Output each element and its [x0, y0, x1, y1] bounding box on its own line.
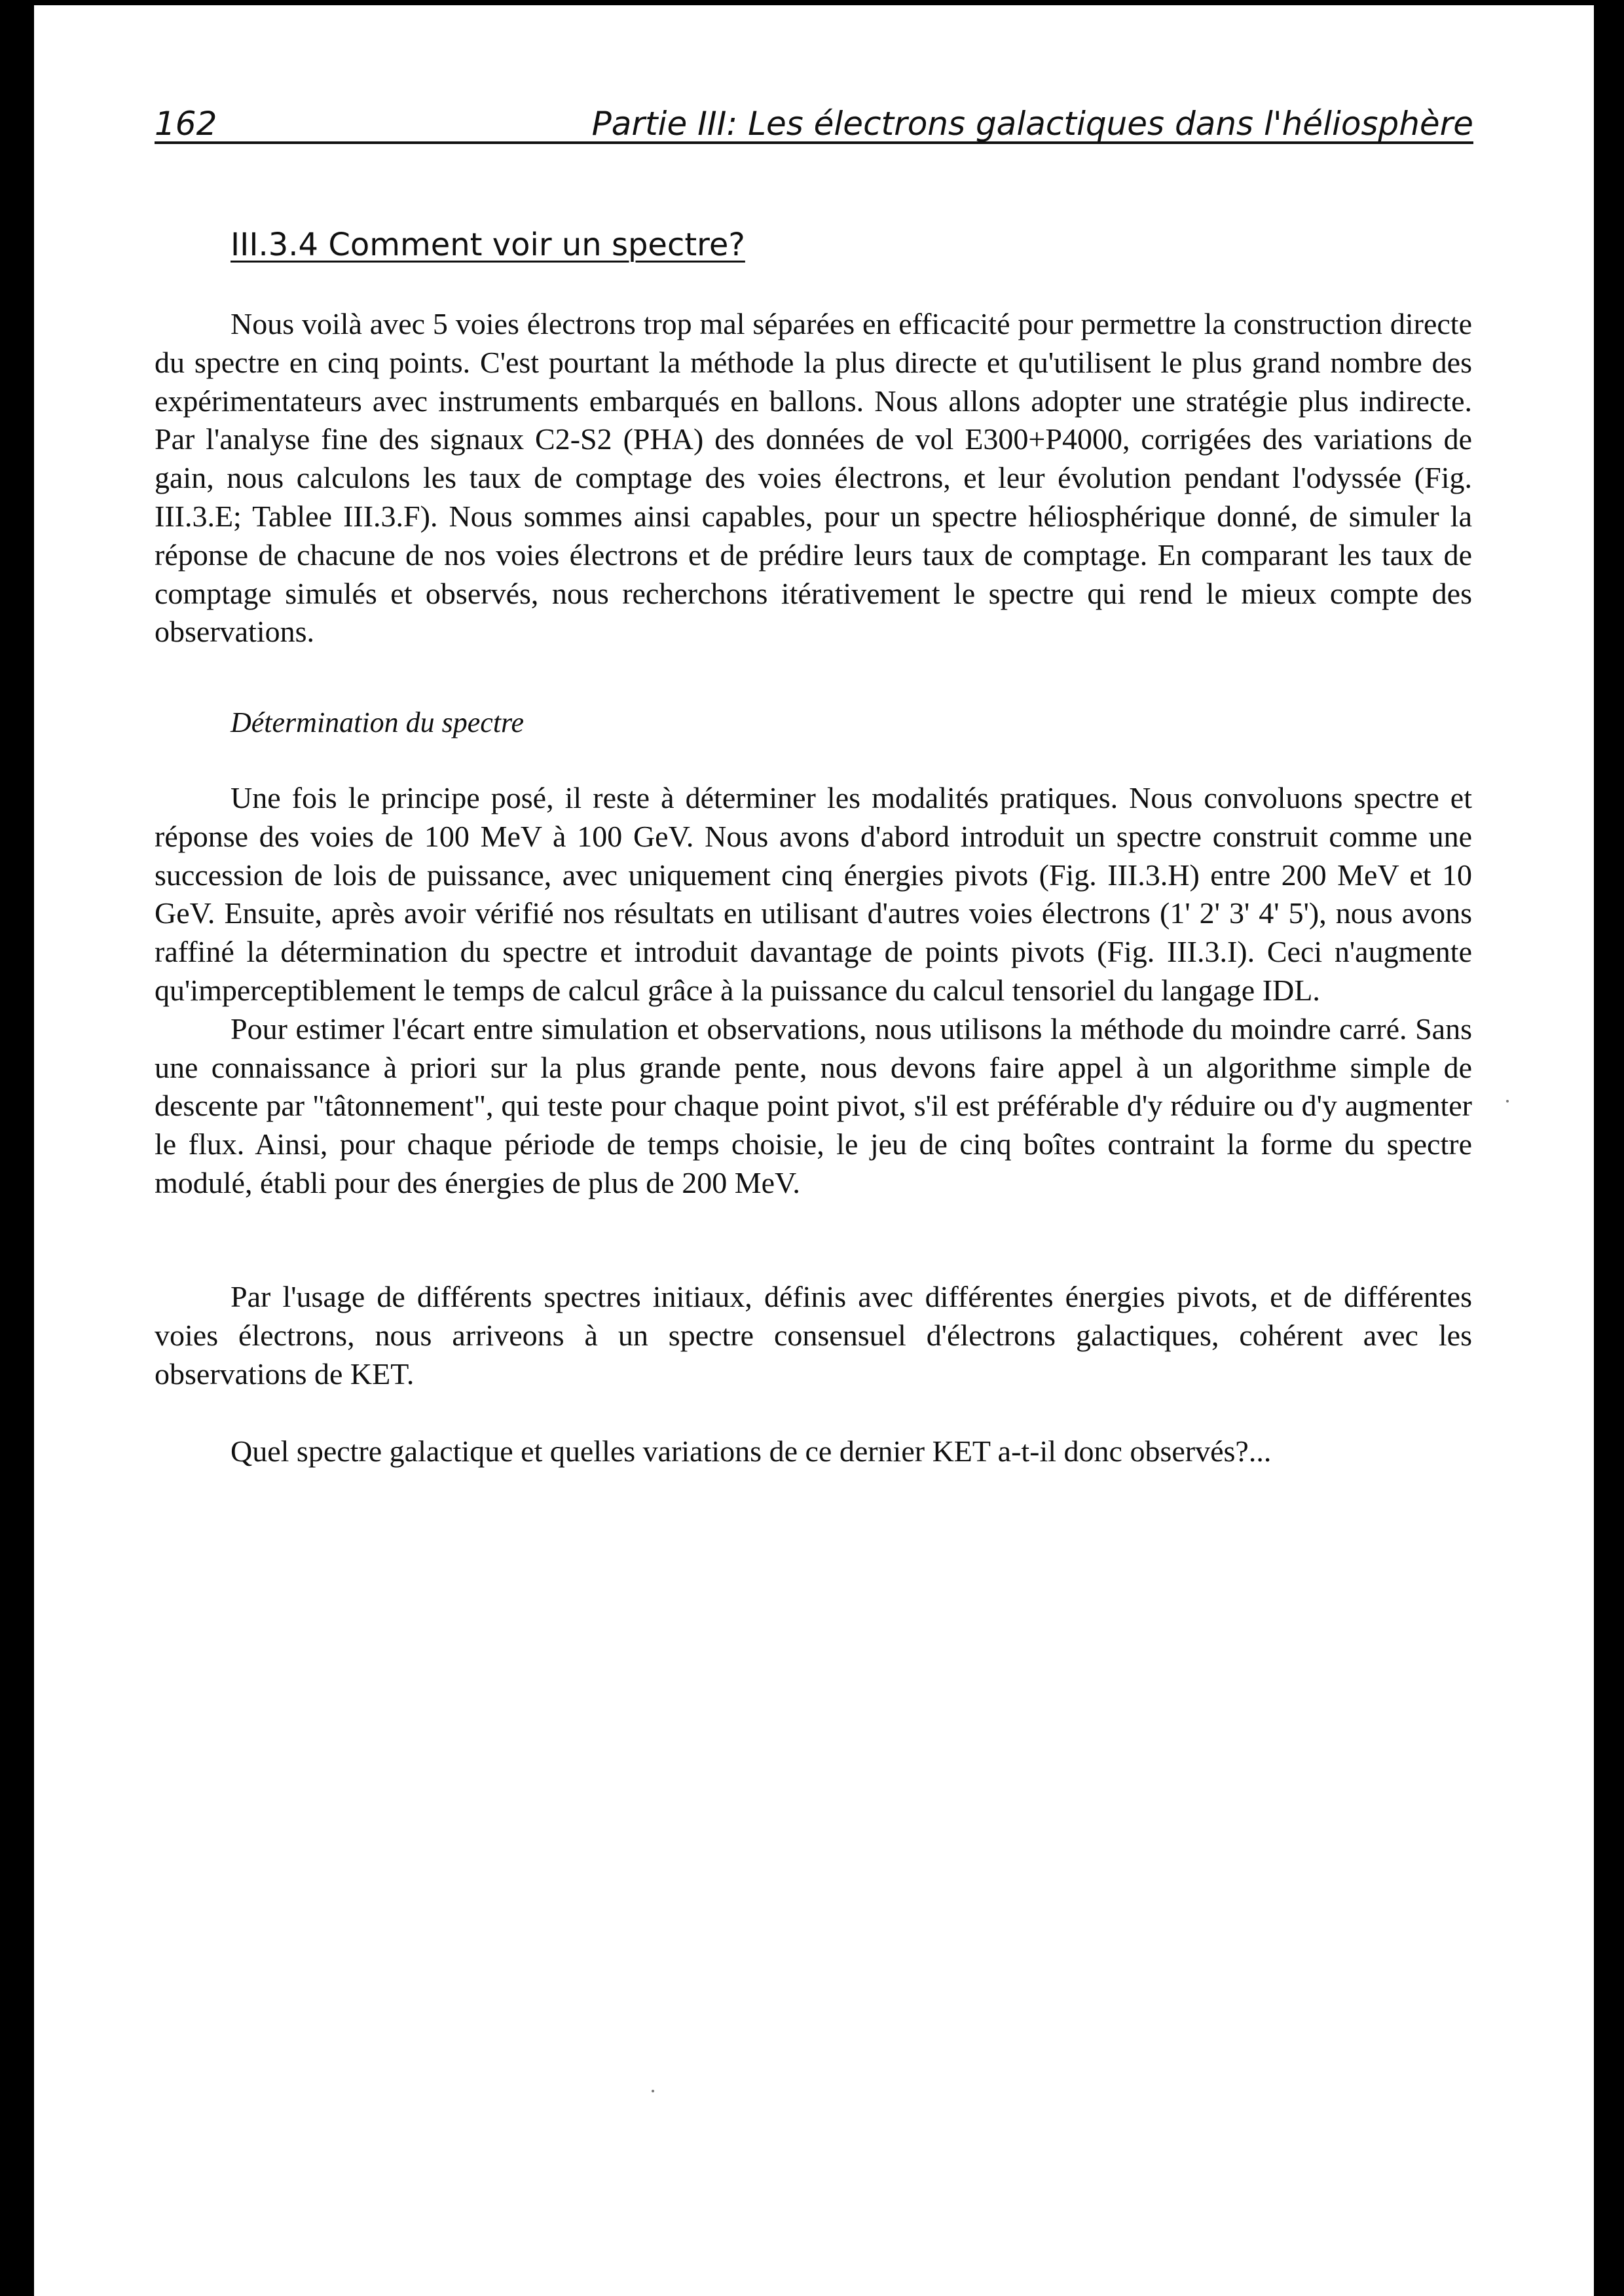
- body-paragraph-block: [155, 1432, 1472, 1471]
- paragraph-closing-question: Quel spectre galactique et quelles variations de ce dernier KET a-t-il donc observés?...: [231, 1434, 1272, 1468]
- page-number: 162: [155, 105, 217, 143]
- running-title: Partie III: Les électrons galactiques dans l'héliosphère: [591, 105, 1473, 143]
- paragraph-least-squares: Pour estimer l'écart entre simulation et observations, nous utilisons la méthode du moindre carré. Sans une connaissance à priori sur la plus grande pente, nous devons faire appel à un algorithme simple de descente par "tâtonnement", qui teste pour chaque point pivot, s'il est préférable d'y réduire ou d'y augmenter le flux. Ainsi, pour chaque période de temps choisie, le jeu de cinq boîtes contraint la forme du spectre modulé, établi pour des énergies de plus de 200 MeV.: [155, 1011, 1472, 1199]
- body-paragraph-block: [155, 1278, 1472, 1393]
- body-paragraph-block: [155, 779, 1472, 1203]
- paragraph-method-overview: Nous voilà avec 5 voies électrons trop mal séparées en efficacité pour permettre la construction directe du spectre en cinq points. C'est pourtant la méthode la plus directe et qu'utilisent le plus grand nombre des expérimentateurs avec instruments embarqués en ballons. Nous allons adopter une stratégie plus indirecte. Par l'analyse fine des signaux C2-S2 (PHA) des données de vol E300+P4000, corrigées des variations de gain, nous calculons les taux de comptage des voies électrons, et leur évolution pendant l'odyssée (Fig. III.3.E; Tablee III.3.F). Nous sommes ainsi capables, pour un spectre héliosphérique donné, de simuler la réponse de chacune de nos voies électrons et de prédire leurs taux de comptage. En comparant les taux de comptage simulés et observés, nous recherchons itérativement le spectre qui rend le mieux compte des observations.: [155, 307, 1472, 649]
- section-heading: III.3.4 Comment voir un spectre?: [231, 227, 745, 263]
- subsection-heading: Détermination du spectre: [231, 706, 525, 738]
- body-paragraph-block: [155, 305, 1472, 651]
- paragraph-consensus-spectrum: Par l'usage de différents spectres initiaux, définis avec différentes énergies pivots, et de différentes voies électrons, nous arriveons à un spectre consensuel d'électrons galactiques, cohérent avec les observations de KET.: [155, 1280, 1472, 1391]
- scan-speck: [652, 2090, 654, 2092]
- running-header: [155, 100, 1473, 144]
- scan-speck: [1506, 1100, 1509, 1102]
- paragraph-practical-modalities: Une fois le principe posé, il reste à déterminer les modalités pratiques. Nous convoluons spectre et réponse des voies de 100 MeV à 100 GeV. Nous avons d'abord introduit un spectre construit comme une succession de lois de puissance, avec uniquement cinq énergies pivots (Fig. III.3.H) entre 200 MeV et 10 GeV. Ensuite, après avoir vérifié nos résultats en utilisant d'autres voies électrons (1' 2' 3' 4' 5'), nous avons raffiné la détermination du spectre et introduit davantage de points pivots (Fig. III.3.I). Ceci n'augmente qu'imperceptiblement le temps de calcul grâce à la puissance du calcul tensoriel du langage IDL.: [155, 781, 1472, 1007]
